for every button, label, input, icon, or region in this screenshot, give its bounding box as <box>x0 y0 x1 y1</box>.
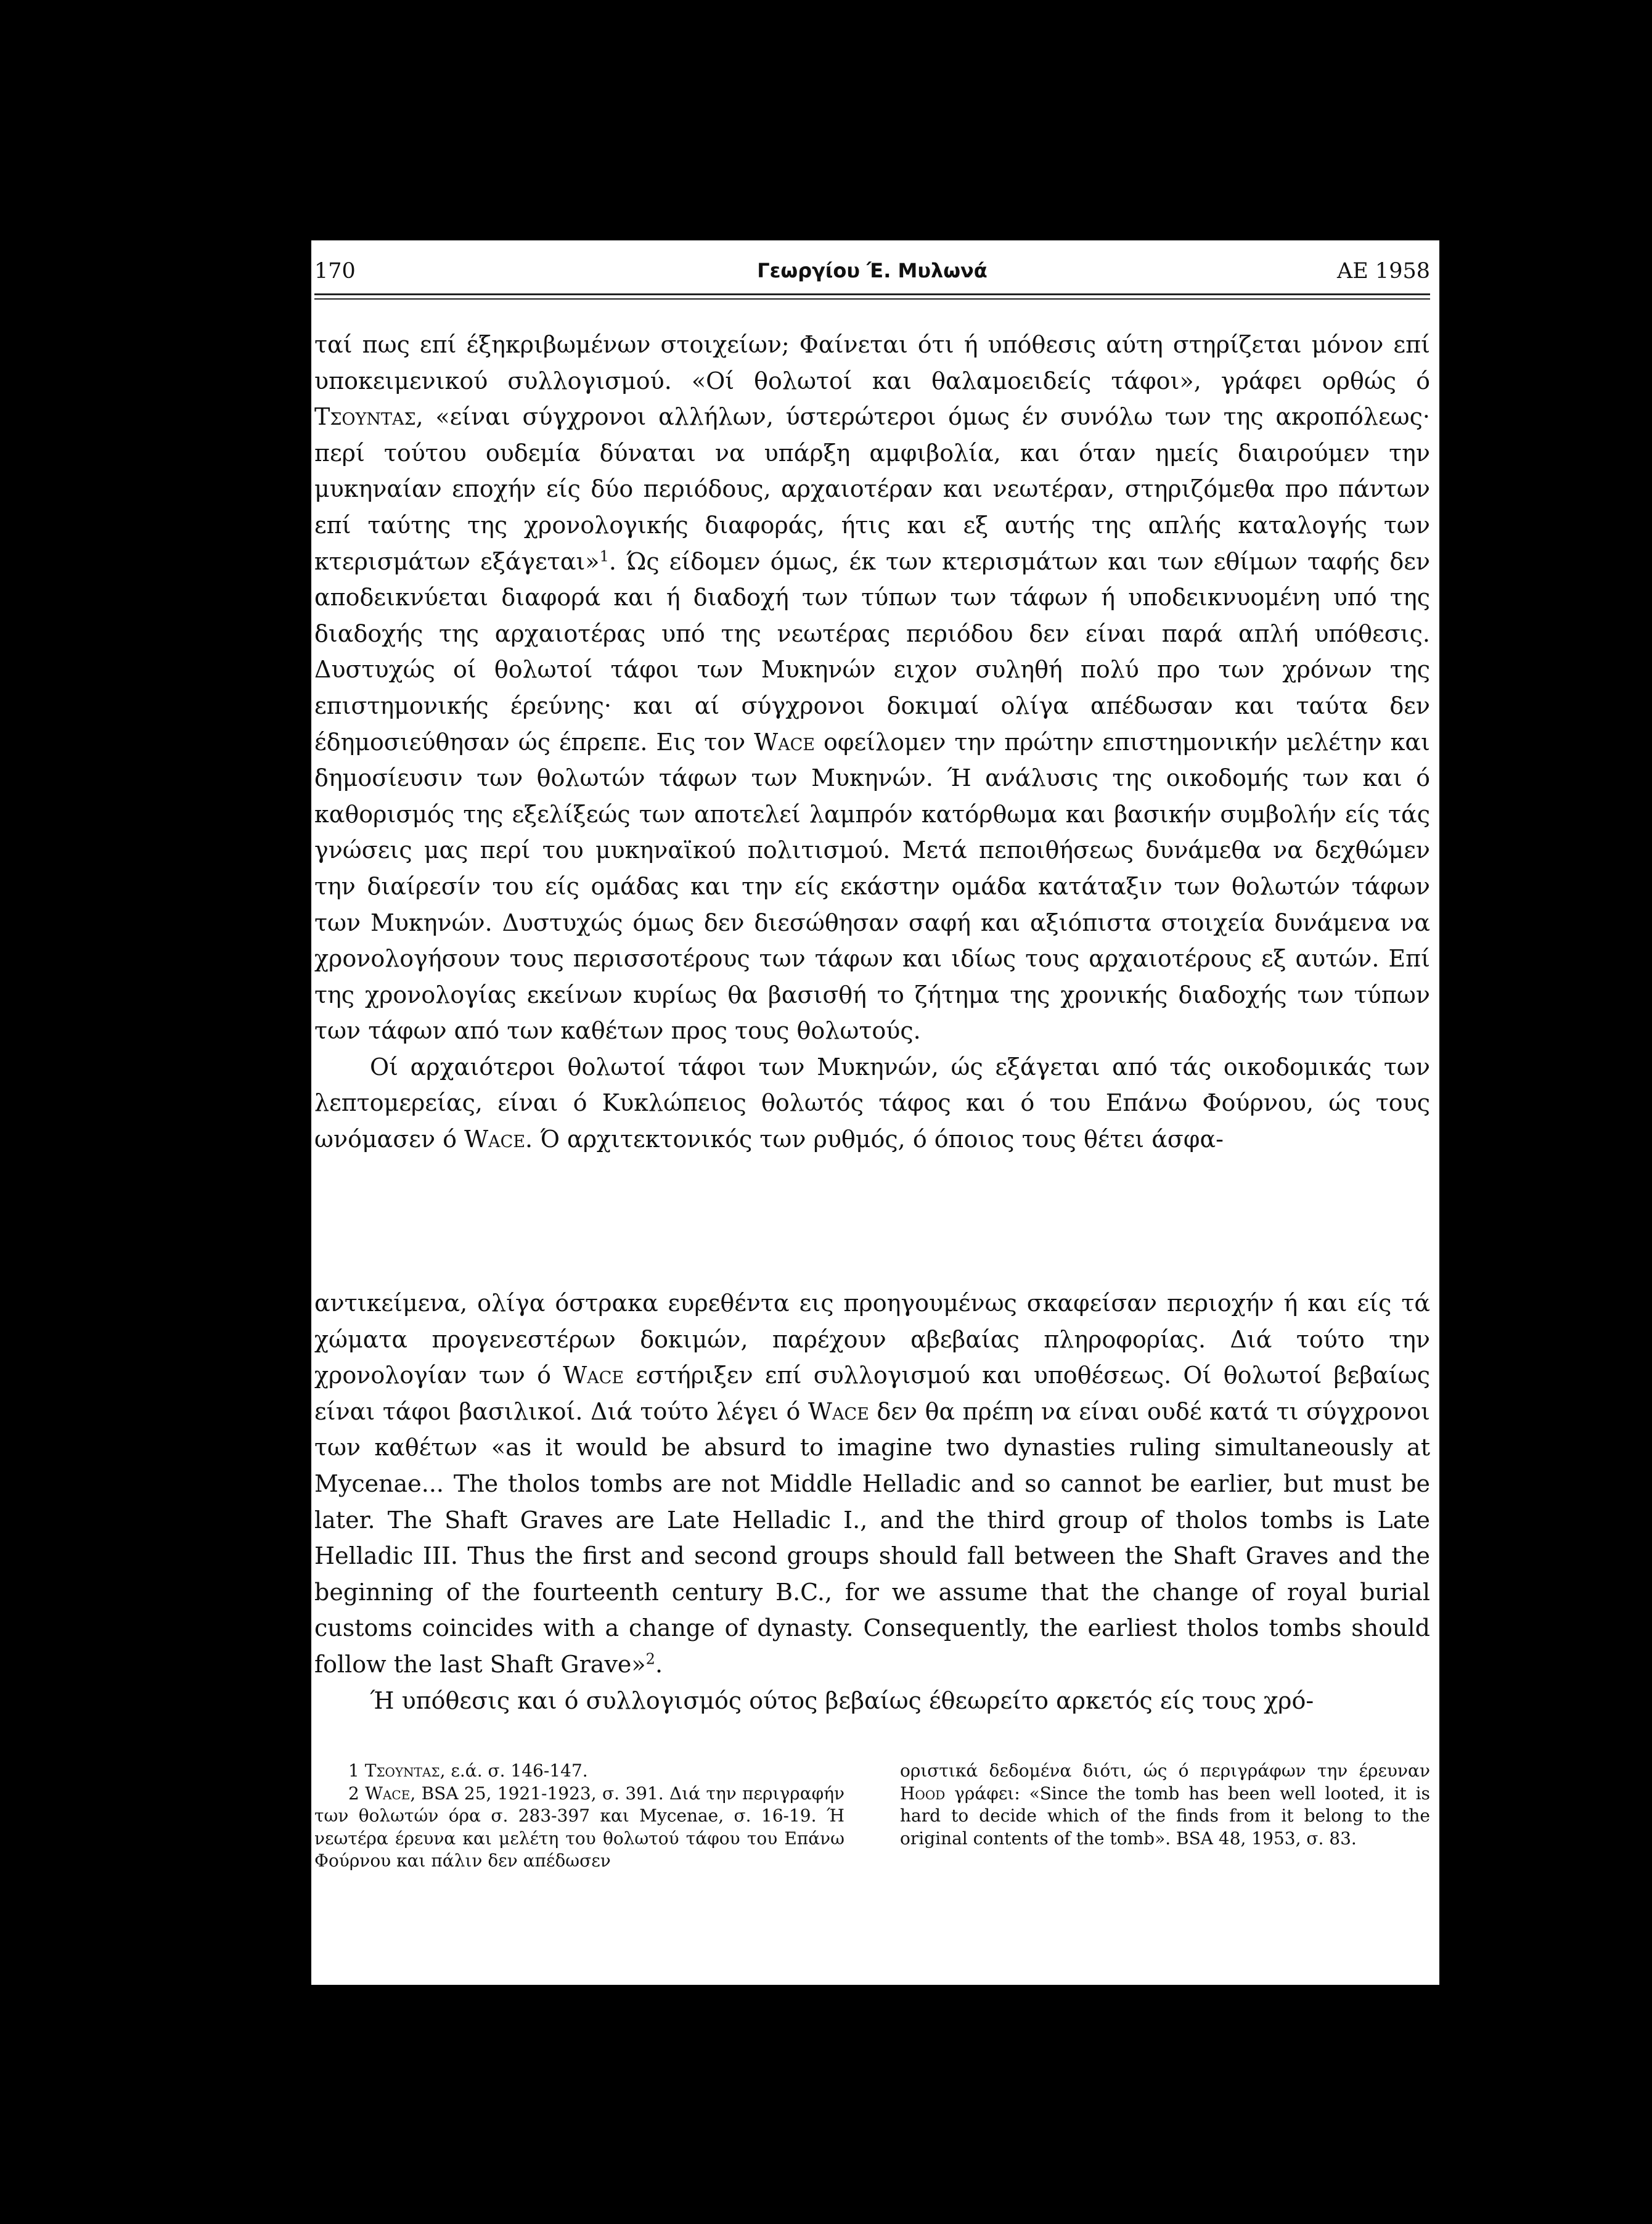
paragraph-3: αντικείμενα, ολίγα όστρακα ευρεθέντα εις προηγουμένως σκαφείσαν περιοχήν ή και είς τά χώματα προγενεστέρων δοκιμών, παρέχουν αβεβαίας πληροφορίας. Διά τούτο την χρονολογίαν των ό Wace εστήριξεν επί συλλογισμού και υποθέσεως. Οί θολωτοί βεβαίως είναι τάφοι βασιλικοί. Διά τούτο λέγει ό Wace δεν θα πρέπη να είναι ουδέ κατά τι σύγχρονοι των καθέτων «as it would be absurd to imagine two dynasties ruling simultaneously at Mycenae... The tholos tombs are not Middle Helladic and so cannot be earlier, but must be later. The Shaft Graves are Late Helladic I., and the third group of tholos tombs is Late Helladic III. Thus the first and second groups should fall between the Shaft Graves and the beginning of the fourteenth century B.C., for we assume that the change of royal burial customs coincides with a change of dynasty. Consequently, the earliest tholos tombs should follow the last Shaft Grave»$^2$. <box>314 1290 1430 1678</box>
author-wace: Wace <box>808 1397 869 1425</box>
footnotes-left-column <box>314 1760 844 1873</box>
author-wace: Wace <box>754 728 816 756</box>
paragraph-4: Ή υπόθεσις και ό συλλογισμός ούτος βεβαίως έθεωρείτο αρκετός είς τους χρό- <box>370 1686 1314 1714</box>
running-head <box>314 259 1430 287</box>
journal-reference: ΑΕ 1958 <box>1336 259 1430 284</box>
author-wace: Wace <box>464 1126 526 1153</box>
main-text-lower <box>314 1285 1430 1719</box>
footnote-2: 2 Wace, BSA 25, 1921-1923, σ. 391. Διά την περιγραφήν των θολωτών όρα σ. 283-397 και Mycenae, σ. 16-19. Ή νεωτέρα έρευνα και μελέτη του θολωτού τάφου του Επάνω Φούρνου και πάλιν δεν απέδωσεν <box>314 1783 845 1871</box>
author-wace: Wace <box>563 1362 624 1389</box>
page-number: 170 <box>314 259 356 284</box>
author-tsountas: Τσουντας <box>314 403 416 431</box>
footnote-ref-1: 1 <box>599 547 609 565</box>
paragraph-1: ταί πως επί έξηκριβωμένων στοιχείων; Φαίνεται ότι ή υπόθεσις αύτη στηρίζεται μόνον επί υποκειμενικού συλλογισμού. «Οί θολωτοί και θαλαμοειδείς τάφοι», γράφει ορθώς ό Τσουντας, «είναι σύγχρονοι αλλήλων, ύστερώτεροι όμως έν συνόλω των της ακροπόλεως· περί τούτου ουδεμία δύναται να υπάρξη αμφιβολία, και όταν ημείς διαιρούμεν την μυκηναίαν εποχήν είς δύο περιόδους, αρχαιοτέραν και νεωτέραν, στηριζόμεθα προ πάντων επί ταύτης της χρονολογικής διαφοράς, ήτις και εξ αυτής της απλής καταλογής των κτερισμάτων εξάγεται»$^1$. Ώς είδομεν όμως, έκ των κτερισμάτων και των εθίμων ταφής δεν αποδεικνύεται διαφορά και ή διαδοχή των τύπων των τάφων ή υποδεικνυομένη υπό της διαδοχής της αρχαιοτέρας υπό της νεωτέρας περιόδου δεν είναι παρά απλή υπόθεσις. Δυστυχώς οί θολωτοί τάφοι των Μυκηνών ειχον συληθή πολύ προ των χρόνων της επιστημονικής έρεύνης· και αί σύγχρονοι δοκιμαί ολίγα απέδωσαν και ταύτα δεν έδημοσιεύθησαν ώς έπρεπε. Εις τον Wace οφείλομεν την πρώτην επιστημονικήν μελέτην και δημοσίευσιν των θολωτών τάφων των Μυκηνών. Ή ανάλυσις της οικοδομής των και ό καθορισμός της εξελίξεώς των αποτελεί λαμπρόν κατόρθωμα και βασικήν συμβολήν είς τάς γνώσεις μας περί του μυκηναϊκού πολιτισμού. Μετά πεποιθήσεως δυνάμεθα να δεχθώμεν την διαίρεσίν του είς ομάδας και την είς εκάστην ομάδα κατάταξιν των θολωτών τάφων των Μυκηνών. Δυστυχώς όμως δεν διεσώθησαν σαφή και αξιόπιστα στοιχεία δυνάμενα να χρονολογήσουν τους περισσοτέρους των τάφων και ιδίως τους αρχαιοτέρους εξ αυτών. Επί της χρονολογίας εκείνων κυρίως θα βασισθή το ζήτημα της χρονικής διαδοχής των τύπων των τάφων από των καθέτων προς τους θολωτούς. <box>314 331 1430 1045</box>
author-name: Γεωργίου Έ. Μυλωνά <box>757 259 988 282</box>
footnotes-right-column <box>900 1760 1430 1850</box>
footnote-ref-2: 2 <box>645 1650 655 1668</box>
header-rule-top <box>314 293 1430 295</box>
footnote-1: 1 Τσουντας, ε.ά. σ. 146-147. <box>348 1760 588 1781</box>
paragraph-2: Οί αρχαιότεροι θολωτοί τάφοι των Μυκηνών, ώς εξάγεται από τάς οικοδομικάς των λεπτομερείας, είναι ό Κυκλώπειος θολωτός τάφος και ό του Επάνω Φούρνου, ώς τους ωνόμασεν ό Wace. Ό αρχιτεκτονικός των ρυθμός, ό όποιος τους θέτει άσφα- <box>314 1053 1430 1153</box>
footnote-2-continued: οριστικά δεδομένα διότι, ώς ό περιγράφων την έρευναν Hood γράφει: «Since the tomb has been well looted, it is hard to decide which of the finds from it belong to the original contents of the tomb». BSA 48, 1953, σ. 83. <box>900 1760 1430 1849</box>
main-text-upper <box>314 327 1430 1158</box>
header-rule-bottom <box>314 298 1430 300</box>
